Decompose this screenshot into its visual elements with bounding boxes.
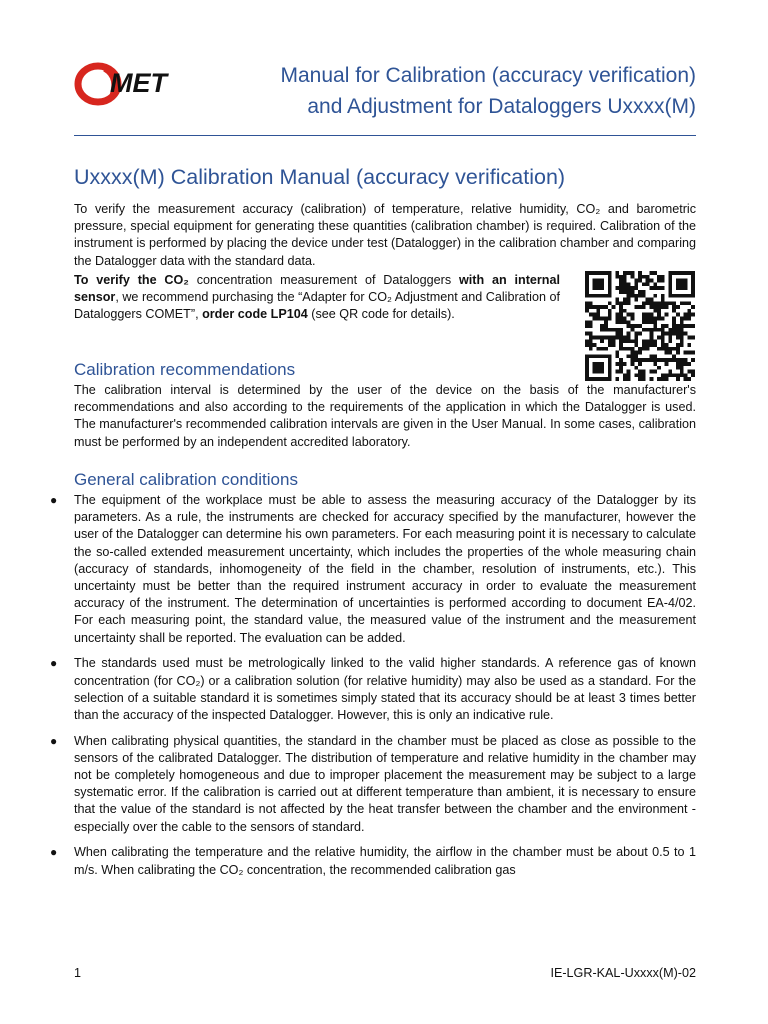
list-item: [50, 733, 696, 836]
document-title: [176, 60, 696, 122]
conditions-list: [50, 492, 696, 887]
list-item-text: The equipment of the workplace must be able to assess the measuring accuracy of the Datalogger by its parameters. As a rule, the instruments are checked for accuracy specified by the manufacturer, however the user of the Datalogger can determine his own parameters. For each measuring point it is necessary to calculate the so-called extended measurement uncertainty, which includes the properties of the whole measuring chain (accuracy of standards, inhomogeneity of the field in the chamber, resolution of instruments, etc.). This uncertainty must be better than the required instrument accuracy in order to evaluate the measurement accuracy of the instrument. The determination of uncertainties is performed according to document EA-4/02. For each measuring point, the standard value, the measured value of the instrument and the measurement uncertainty shall be reported. The evaluation can be added.: [74, 493, 696, 645]
qr-code[interactable]: [585, 271, 695, 381]
title-line-1: Manual for Calibration (accuracy verification): [280, 64, 696, 87]
list-item-text: When calibrating physical quantities, the standard in the chamber must be placed as close as possible to the sensors of the calibrated Datalogger. The distribution of temperature and relative humidity in the chamber may not be completely homogeneous and due to improper placement the measurement may be subject to a large systematic error. If the calibration is carried out at different temperature than ambient, it is necessary to ensure that the value of the standard is not affected by the heat transfer between the chamber and the environment - especially over the cable to the sensors of standard.: [74, 733, 696, 834]
bullet-icon: ●: [50, 656, 58, 671]
recommendations-paragraph: The calibration interval is determined by the user of the device on the basis of the manufacturer's recommendations and also according to the requirements of the application in which the Datalogger is used. The manufacturer's recommended calibration intervals are given in the User Manual. In some cases, calibration must be performed by an independent accredited laboratory.: [74, 383, 696, 449]
list-item: [50, 492, 696, 647]
p2-bold-3: order code LP104: [202, 307, 308, 322]
list-item: [50, 844, 696, 878]
bullet-icon: ●: [50, 845, 58, 860]
header-divider: [74, 135, 696, 136]
bullet-icon: ●: [50, 493, 58, 507]
intro-paragraph: To verify the measurement accuracy (calibration) of temperature, relative humidity, CO₂ and barometric pressure, special equipment for generating these quantities (calibration chamber) is required. Calibration of the instrument is performed by placing the device under test (Datalogger) in the calibration chamber and comparing the Datalogger data with the standard data.: [74, 202, 696, 268]
svg-text:MET: MET: [110, 68, 167, 98]
bullet-icon: ●: [50, 733, 58, 748]
list-item-text: The standards used must be metrologically linked to the valid higher standards. A reference gas of known concentration (for CO₂) or a calibration solution (for relative humidity) may also be used as a standard. For the selection of a suitable standard it is sometimes simply stated that its accuracy should be at least 3 times better than the accuracy of the inspected Datalogger. However, this is only an indicative rule.: [74, 656, 696, 722]
main-heading: Uxxxx(M) Calibration Manual (accuracy verification): [74, 165, 566, 189]
heading-calibration-recommendations: Calibration recommendations: [74, 360, 296, 379]
list-item: [50, 655, 696, 724]
heading-general-calibration-conditions: General calibration conditions: [74, 470, 298, 489]
p2-text-1: concentration measurement of Dataloggers: [188, 273, 459, 287]
co2-adapter-paragraph: [74, 272, 560, 324]
p2-text-3: (see QR code for details).: [307, 307, 455, 322]
document-code: IE-LGR-KAL-Uxxxx(M)-02: [550, 966, 696, 980]
title-line-2: and Adjustment for Dataloggers Uxxxx(M): [307, 95, 696, 118]
p2-text-2: , we recommend purchasing the “Adapter for CO₂ Adjustment and Calibration of Dataloggers COMET”,: [74, 290, 560, 322]
p2-bold-2: with an internal sensor: [74, 273, 560, 305]
p2-bold-1: To verify the CO₂: [74, 273, 189, 287]
list-item-text: When calibrating the temperature and the relative humidity, the airflow in the chamber must be about 0.5 to 1 m/s. When calibrating the CO₂ concentration, the recommended calibration gas: [74, 845, 696, 877]
page-number: 1: [74, 966, 82, 980]
